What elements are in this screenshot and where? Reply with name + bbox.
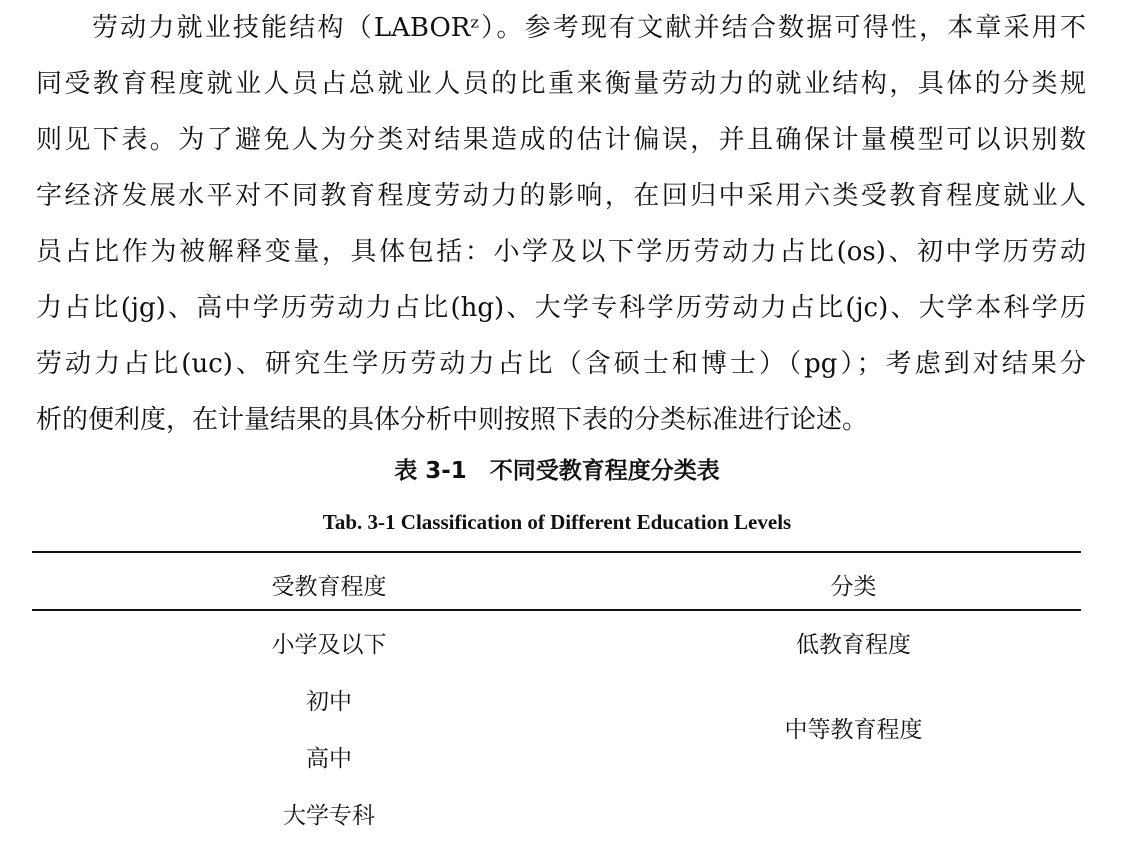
table-caption-chinese: 表 3-1 不同受教育程度分类表 — [394, 458, 720, 484]
paragraph-line: 劳动力占比(uc)、研究生学历劳动力占比（含硕士和博士）（pg）；考虑到对结果分 — [36, 349, 1086, 379]
paragraph-line: 字经济发展水平对不同教育程度劳动力的影响，在回归中采用六类受教育程度就业人 — [36, 181, 1086, 211]
table-header-rule — [32, 609, 1081, 611]
paragraph-line: 劳动力就业技能结构（LABORᶻ）。参考现有文献并结合数据可得性，本章采用不 — [92, 13, 1086, 43]
paragraph-line: 则见下表。为了避免人为分类对结果造成的估计偏误，并且确保计量模型可以识别数 — [36, 125, 1086, 155]
table-header-category: 分类 — [830, 574, 877, 600]
paragraph-line: 析的便利度，在计量结果的具体分析中则按照下表的分类标准进行论述。 — [36, 405, 869, 435]
table-header-education-level: 受教育程度 — [271, 574, 387, 600]
paragraph-line: 力占比(jg)、高中学历劳动力占比(hg)、大学专科学历劳动力占比(jc)、大学本科学历 — [36, 293, 1086, 323]
table-cell-level: 大学专科 — [283, 803, 375, 829]
table-caption-english: Tab. 3-1 Classification of Different Education Levels — [322, 510, 792, 534]
paragraph-line: 同受教育程度就业人员占总就业人员的比重来衡量劳动力的就业结构，具体的分类规 — [36, 69, 1086, 99]
table-cell-level: 高中 — [306, 746, 352, 772]
table-cell-level: 初中 — [306, 689, 352, 715]
table-cell-level: 小学及以下 — [271, 632, 387, 658]
table-top-rule — [32, 551, 1081, 553]
body-paragraph — [36, 0, 1086, 448]
table-cell-category: 低教育程度 — [796, 632, 911, 658]
paragraph-line: 员占比作为被解释变量，具体包括：小学及以下学历劳动力占比(os)、初中学历劳动 — [36, 237, 1086, 267]
table-cell-category: 中等教育程度 — [784, 717, 923, 743]
